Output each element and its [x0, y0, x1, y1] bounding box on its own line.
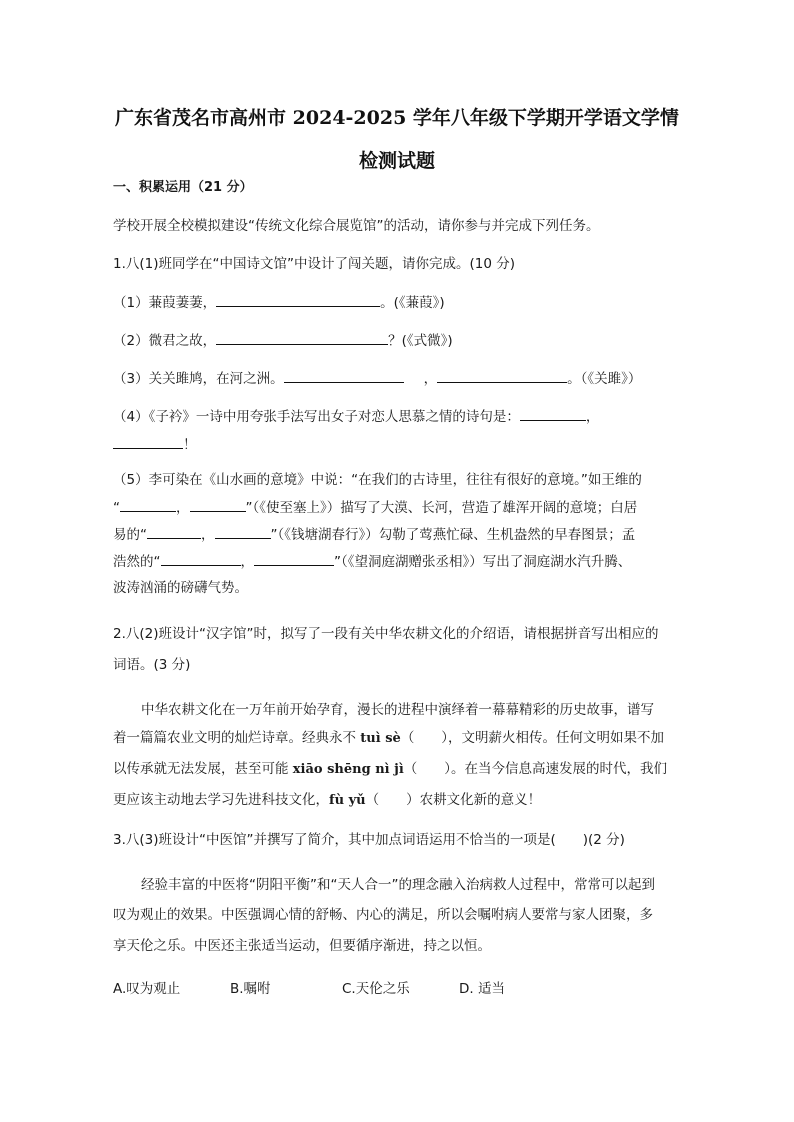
q1-item1-suffix: 。(《蒹葭》) — [380, 295, 445, 311]
q1-item4-text: （4）《子衿》一诗中用夸张手法写出女子对恋人思慕之情的诗句是： — [113, 409, 520, 425]
q1-item2-prefix: （2）微君之故， — [113, 333, 217, 349]
q1-item5-line5: 波涛汹涌的磅礴气势。 — [113, 580, 248, 596]
q1-item1-prefix: （1）蒹葭萋萋， — [113, 295, 217, 311]
answer-blank[interactable] — [254, 551, 334, 566]
q3-option-b[interactable]: B.嘱咐 — [230, 981, 271, 997]
q1-item1 — [113, 292, 445, 313]
answer-blank[interactable] — [437, 368, 567, 383]
section-intro: 学校开展全校模拟建设“传统文化综合展览馆”的活动，请你参与并完成下列任务。 — [113, 218, 600, 234]
answer-blank[interactable] — [216, 330, 388, 345]
answer-blank[interactable] — [284, 368, 404, 383]
q1-item5-line4-rest: ”（《望洞庭湖赠张丞相》）写出了洞庭湖水汽升腾、 — [334, 554, 632, 570]
pinyin-tuise: tuì sè — [360, 731, 401, 746]
q3-paragraph-line3: 享天伦之乐。中医还主张适当运动，但要循序渐进，持之以恒。 — [113, 938, 491, 954]
q2-text: （ ）农耕文化新的意义！ — [365, 792, 542, 808]
q1-item3-mid: ， — [423, 371, 438, 387]
q1-item5-line4 — [113, 551, 631, 572]
comma: ， — [201, 527, 215, 543]
answer-blank[interactable] — [161, 551, 241, 566]
q3-option-c[interactable]: C.天伦之乐 — [342, 981, 410, 997]
q3-stem: 3.八(3)班设计“中医馆”并撰写了简介，其中加点词语运用不恰当的一项是( )(2 分) — [113, 832, 625, 848]
open-quote: “ — [113, 500, 120, 516]
q1-item4-line2 — [113, 434, 197, 455]
q1-stem: 1.八(1)班同学在“中国诗文馆”中设计了闯关题，请你完成。(10 分) — [113, 256, 515, 272]
q2-text: （ ）。在当今信息高速发展的时代，我们 — [403, 761, 668, 777]
q3-paragraph-line1: 经验丰富的中医将“阴阳平衡”和“天人合一”的理念融入治病救人过程中，常常可以起到 — [141, 877, 655, 893]
q2-text: （ ），文明薪火相传。任何文明如果不加 — [400, 730, 665, 746]
q2-paragraph-line3 — [113, 759, 667, 780]
answer-blank[interactable] — [147, 524, 201, 539]
q3-paragraph-line2: 叹为观止的效果。中医强调心情的舒畅、内心的满足，所以会嘱咐病人要常与家人团聚，多 — [113, 907, 653, 923]
q2-stem-line2: 词语。(3 分) — [113, 657, 191, 673]
q2-paragraph-line2 — [113, 728, 664, 749]
q2-paragraph-line4 — [113, 790, 541, 811]
q1-item3-suffix: 。（《关雎》） — [567, 371, 642, 387]
q2-text: 着一篇篇农业文明的灿烂诗章。经典永不 — [113, 730, 361, 746]
q2-stem-line1: 2.八(2)班设计“汉字馆”时，拟写了一段有关中华农耕文化的介绍语，请根据拼音写出相应的 — [113, 626, 659, 642]
q3-option-a[interactable]: A.叹为观止 — [113, 981, 181, 997]
answer-blank[interactable] — [113, 434, 183, 449]
q1-item5-line2 — [113, 497, 637, 518]
q3-option-d[interactable]: D. 适当 — [459, 981, 505, 997]
q1-item4-end: ！ — [183, 437, 197, 453]
q1-item3 — [113, 368, 641, 389]
q1-item5-line3 — [113, 524, 635, 545]
q1-item4-line1 — [113, 406, 599, 427]
q1-item2-suffix: ？(《式微》) — [388, 333, 453, 349]
answer-blank[interactable] — [520, 406, 586, 421]
q1-item3-prefix: （3）关关雎鸠，在河之洲。 — [113, 371, 284, 387]
q2-paragraph-line1: 中华农耕文化在一万年前开始孕育，漫长的进程中演绎着一幕幕精彩的历史故事，谱写 — [141, 702, 654, 718]
pinyin-fuyu: fù yǔ — [329, 793, 366, 808]
q1-item5-line1: （5）李可染在《山水画的意境》中说：“在我们的古诗里，往往有很好的意境。”如王维的 — [113, 472, 642, 488]
comma: ， — [176, 500, 190, 516]
answer-blank[interactable] — [215, 524, 271, 539]
answer-blank[interactable] — [216, 292, 380, 307]
q1-item5-line3-pre: 易的“ — [113, 527, 147, 543]
q1-item2 — [113, 330, 453, 351]
q1-item5-line2-rest: ”（《使至塞上》）描写了大漠、长河，营造了雄浑开阔的意境；白居 — [245, 500, 638, 516]
q1-item4-comma: ， — [585, 409, 600, 425]
q1-item5-line3-rest: ”（《钱塘湖春行》）勾勒了莺燕忙碌、生机盎然的早春图景；孟 — [270, 527, 636, 543]
section-heading: 一、积累运用（21 分） — [113, 180, 253, 195]
answer-blank[interactable] — [120, 497, 176, 512]
document-title-line2: 检测试题 — [358, 150, 435, 172]
q1-item5-line4-pre: 浩然的“ — [113, 554, 161, 570]
comma: ， — [240, 554, 254, 570]
pinyin-xiaoshengniji: xiāo shēng nì jì — [292, 762, 404, 777]
document-title-line1: 广东省茂名市高州市 2024-2025 学年八年级下学期开学语文学情 — [115, 107, 679, 129]
q2-text: 更应该主动地去学习先进科技文化， — [113, 792, 329, 808]
q2-text: 以传承就无法发展，甚至可能 — [113, 761, 293, 777]
answer-blank[interactable] — [190, 497, 246, 512]
